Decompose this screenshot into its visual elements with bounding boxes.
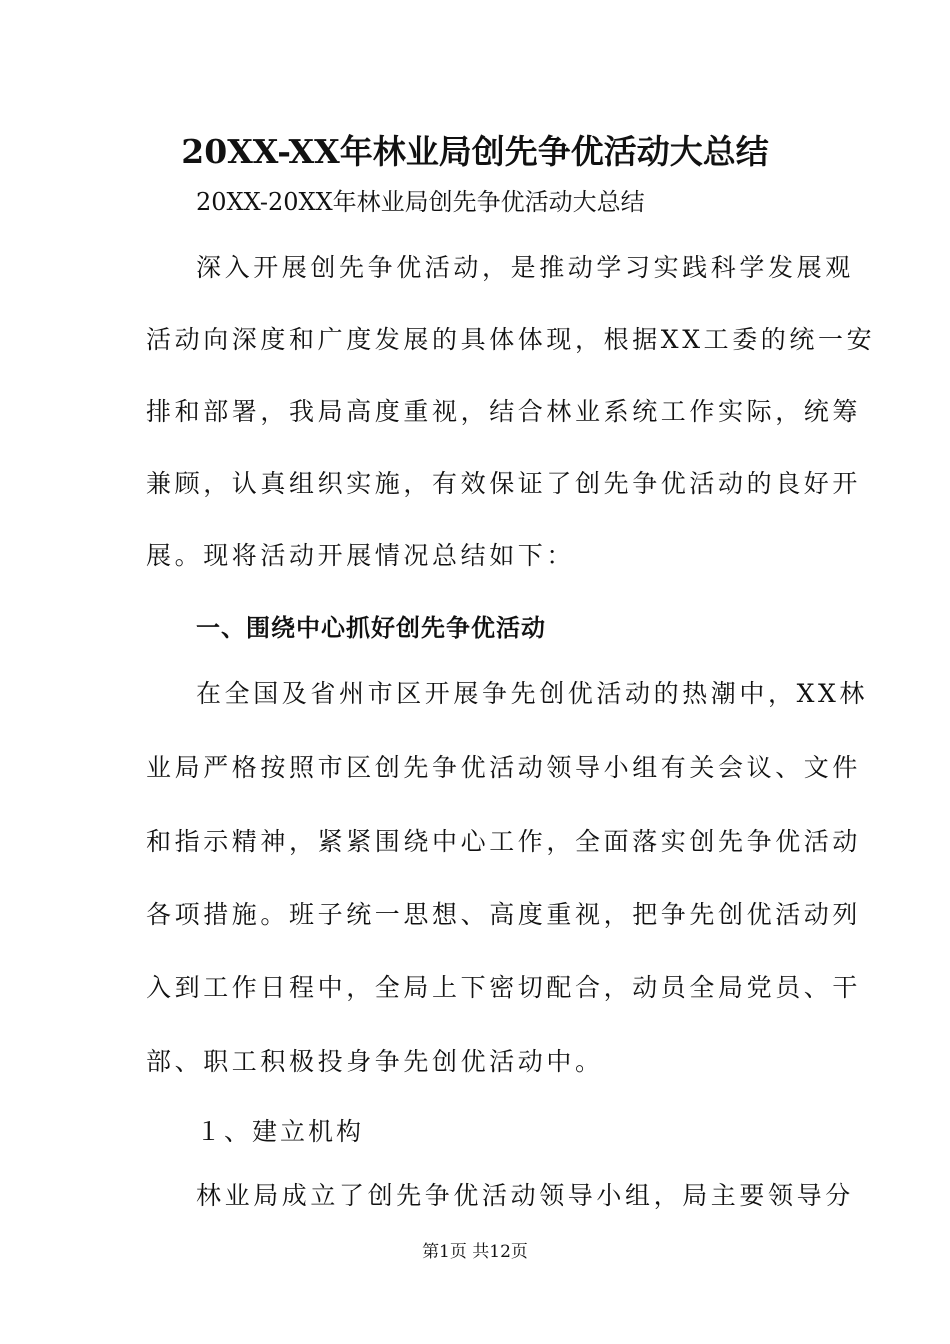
subsection-heading: １、建立机构 <box>196 1117 365 1146</box>
paragraph-line: 业局严格按照市区创先争优活动领导小组有关会议、文件 <box>146 753 862 782</box>
section-heading: 一、围绕中心抓好创先争优活动 <box>196 614 546 642</box>
paragraph-line: 和指示精神，紧紧围绕中心工作，全面落实创先争优活动 <box>146 827 862 856</box>
paragraph-line: 深入开展创先争优活动，是推动学习实践科学发展观 <box>196 253 854 282</box>
paragraph-line: 部、职工积极投身争先创优活动中。 <box>146 1047 604 1076</box>
paragraph-line: 兼顾，认真组织实施，有效保证了创先争优活动的良好开 <box>146 469 862 498</box>
paragraph-line: 各项措施。班子统一思想、高度重视，把争先创优活动列 <box>146 900 862 929</box>
paragraph-line: 入到工作日程中，全局上下密切配合，动员全局党员、干 <box>146 973 862 1002</box>
paragraph-line: 在全国及省州市区开展争先创优活动的热潮中，XX林 <box>196 679 868 708</box>
page-footer: 第1页 共12页 <box>422 1242 528 1262</box>
paragraph-line: 展。现将活动开展情况总结如下： <box>146 541 576 570</box>
paragraph-line: 排和部署，我局高度重视，结合林业系统工作实际，统筹 <box>146 397 862 426</box>
paragraph-line: 林业局成立了创先争优活动领导小组，局主要领导分 <box>196 1181 854 1210</box>
document-subtitle: 20XX-20XX年林业局创先争优活动大总结 <box>196 188 645 216</box>
document-title: 20XX-XX年林业局创先争优活动大总结 <box>181 132 769 171</box>
paragraph-line: 活动向深度和广度发展的具体体现，根据XX工委的统一安 <box>146 325 876 354</box>
